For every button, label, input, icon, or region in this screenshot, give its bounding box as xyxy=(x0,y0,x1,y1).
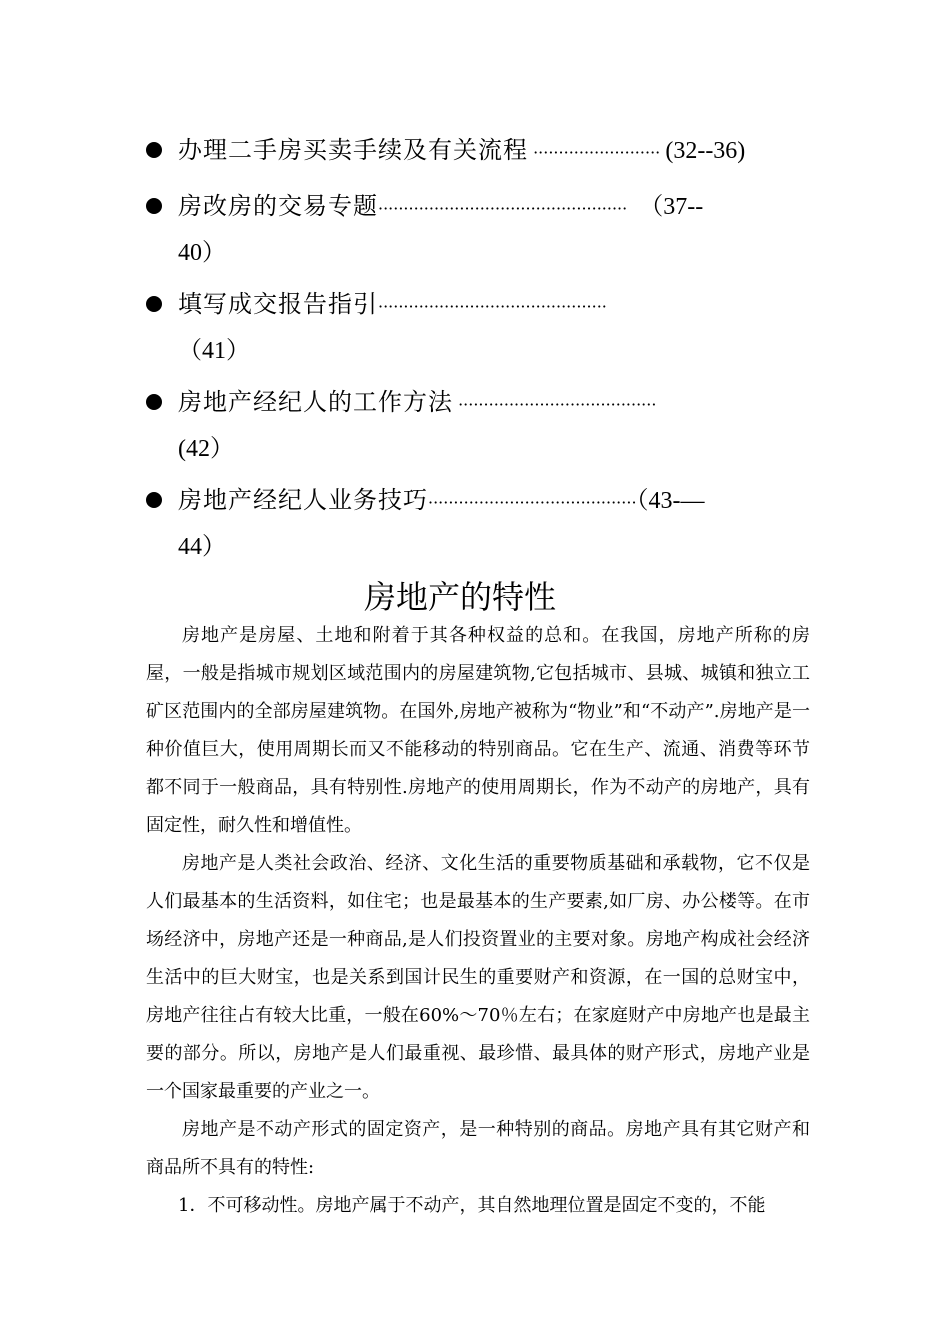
section-heading: 房地产的特性 xyxy=(363,578,556,616)
toc-entry-title: 填写成交报告指引 xyxy=(178,290,378,318)
bullet-icon xyxy=(146,492,162,508)
toc-page-range-continued: 44） xyxy=(178,534,226,560)
bullet-icon xyxy=(146,198,162,214)
table-of-contents xyxy=(146,128,810,572)
toc-page-range-continued: 40） xyxy=(178,240,226,266)
toc-entry-title: 房地产经纪人的工作方法 xyxy=(178,388,453,416)
paragraph: 房地产是房屋、土地和附着于其各种权益的总和。在我国，房地产所称的房屋，一般是指城市规划区域范围内的房屋建筑物,它包括城市、县城、城镇和独立工矿区范围内的全部房屋建筑物。在国外,房地产被称为“物业”和“不动产”.房地产是一种价值巨大，使用周期长而又不能移动的特别商品。它在生产、流通、消费等环节都不同于一般商品，具有特别性.房地产的使用周期长，作为不动产的房地产，具有固定性，耐久性和增值性。 xyxy=(146,625,810,836)
bullet-icon xyxy=(146,394,162,410)
toc-page-range: （37-- xyxy=(627,194,704,220)
toc-leader-dots: ······································· xyxy=(453,395,657,414)
toc-entry-title: 办理二手房买卖手续及有关流程 xyxy=(178,136,528,164)
paragraph: 房地产是人类社会政治、经济、文化生活的重要物质基础和承载物，它不仅是人们最基本的生活资料，如住宅；也是最基本的生产要素,如厂房、办公楼等。在市场经济中，房地产还是一种商品,是人们投资置业的主要对象。房地产构成社会经济生活中的巨大财宝，也是关系到国计民生的重要财产和资源，在一国的总财宝中，房地产往往占有较大比重，一般在60%～70％左右；在家庭财产中房地产也是最主要的部分。所以，房地产是人们最重视、最珍惜、最具体的财产形式，房地产业是一个国家最重要的产业之一。 xyxy=(146,853,810,1102)
toc-leader-dots: ························· xyxy=(528,143,666,162)
body-text xyxy=(146,617,810,1225)
toc-leader-dots: ················································· xyxy=(378,199,628,218)
toc-entry[interactable] xyxy=(146,128,810,172)
toc-page-range: (32--36) xyxy=(665,138,746,164)
toc-entry[interactable] xyxy=(146,184,810,278)
toc-page-range-continued: (42） xyxy=(178,436,234,462)
toc-entry[interactable] xyxy=(146,478,810,572)
toc-leader-dots: ············································· xyxy=(378,297,607,316)
toc-entry-title: 房改房的交易专题 xyxy=(178,192,378,220)
bullet-icon xyxy=(146,296,162,312)
toc-leader-dots: ········································· xyxy=(428,493,637,512)
numbered-list-item: 1．不可移动性。房地产属于不动产，其自然地理位置是固定不变的，不能 xyxy=(178,1195,766,1216)
toc-entry[interactable] xyxy=(146,282,810,376)
toc-page-range-continued: （41） xyxy=(178,338,250,364)
toc-page-range: （43-— xyxy=(636,488,705,514)
paragraph: 房地产是不动产形式的固定资产，是一种特别的商品。房地产具有其它财产和商品所不具有的特性: xyxy=(146,1119,810,1178)
bullet-icon xyxy=(146,142,162,158)
toc-entry-title: 房地产经纪人业务技巧 xyxy=(178,486,428,514)
toc-entry[interactable] xyxy=(146,380,810,474)
